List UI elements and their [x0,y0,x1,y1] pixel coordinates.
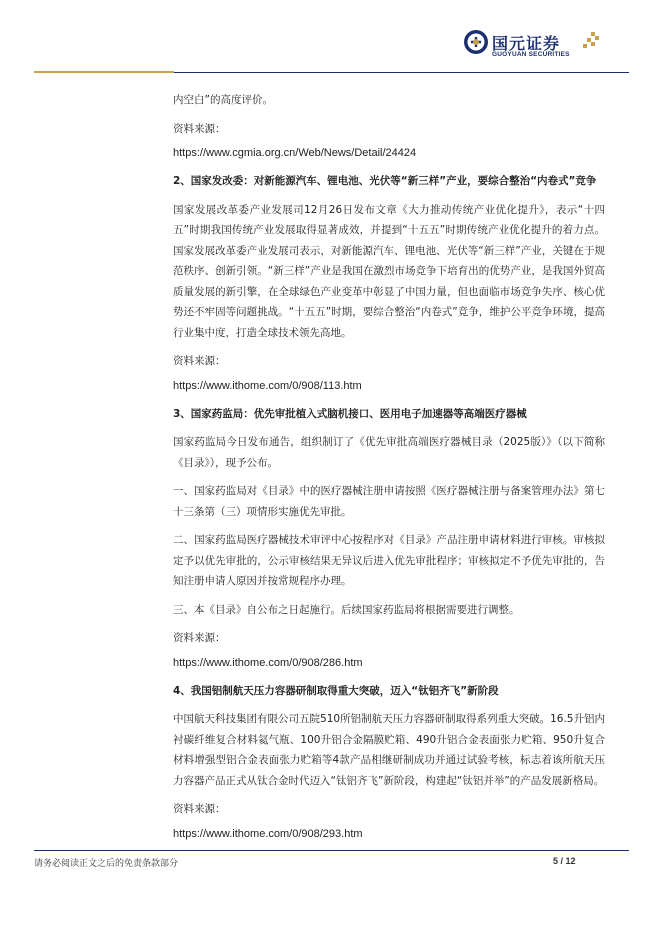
source-label: 资料来源： [173,355,226,367]
header-divider-accent [34,71,174,73]
footer-divider [34,850,629,851]
section-paragraph: 中国航天科技集团有限公司五院510所铝制航天压力容器研制取得系列重大突破。16.5升铝内衬碳纤维复合材料氦气瓶、100升铝合金隔膜贮箱、490升铝合金表面张力贮箱、950升复合材料增强型铝合金表面张力贮箱等4款产品相继研制成功并通过试验考核，标志着该所航天压力容器产品正式从钛合金时代迈入“钛铝齐飞”新阶段，构建起“钛铝并举”的产品发展新格局。 [173,713,605,787]
brand-name: 国元证券 [492,34,561,53]
page-number: 5 / 12 [553,856,576,866]
source-link[interactable]: https://www.cgmia.org.cn/Web/News/Detail/24424 [173,147,417,159]
section-paragraph: 国家药监局今日发布通告，组织制订了《优先审批高端医疗器械目录（2025版）》（以下简称《目录》），现予公布。 [173,436,605,469]
section-heading: 2、国家发改委：对新能源汽车、锂电池、光伏等“新三样”产业，要综合整治“内卷式”竞争 [173,175,597,187]
source-label: 资料来源： [173,803,226,815]
brand-name-en: GUOYUAN SECURITIES [492,51,570,58]
guoyuan-emblem-icon [463,29,489,55]
source-link[interactable]: https://www.ithome.com/0/908/293.htm [173,827,363,840]
report-body [173,90,605,852]
source-link[interactable]: https://www.ithome.com/0/908/286.htm [173,656,363,669]
section-paragraph: 国家发展改革委产业发展司12月26日发布文章《大力推动传统产业优化提升》，表示“十四五”时期我国传统产业发展取得显著成效，并提到“十五五”时期传统产业优化提升的着力点。国家发展改革委产业发展司表示，对新能源汽车、锂电池、光伏等“新三样”产业，关键在于规范秩序、创新引领。“新三样”产业是我国在激烈市场竞争下培育出的优势产业，是我国外贸高质量发展的新引擎，在全球绿色产业变革中彰显了中国力量，但也面临市场竞争失序、核心优势还不牢固等问题挑战。“十五五”时期，要综合整治“内卷式”竞争，维护公平竞争环境，提高行业集中度，打造全球技术领先高地。 [173,203,605,339]
section-heading: 4、我国铝制航天压力容器研制取得重大突破，迈入“钛铝齐飞”新阶段 [173,684,499,697]
source-label: 资料来源： [173,632,226,644]
continuation-text: 内空白”的高度评价。 [173,94,273,106]
footer-disclaimer: 请务必阅读正文之后的免责条款部分 [34,859,179,869]
section-paragraph: 二、国家药监局医疗器械技术审评中心按程序对《目录》产品注册申请材料进行审核。审核拟定予以优先审批的，公示审核结果无异议后进入优先审批程序；审核拟定不予优先审批的，告知注册申请人原因并按常规程序办理。 [173,534,605,587]
section-paragraph: 一、国家药监局对《目录》中的医疗器械注册申请按照《医疗器械注册与备案管理办法》第七十三条第（三）项情形实施优先审批。 [173,485,605,518]
company-logo [463,27,603,67]
source-label: 资料来源： [173,122,226,135]
brand-corner-mark-icon [581,32,599,50]
section-paragraph: 三、本《目录》自公布之日起施行。后续国家药监局将根据需要进行调整。 [173,603,520,616]
source-link[interactable]: https://www.ithome.com/0/908/113.htm [173,379,362,392]
section-heading: 3、国家药监局：优先审批植入式脑机接口、医用电子加速器等高端医疗器械 [173,407,527,420]
